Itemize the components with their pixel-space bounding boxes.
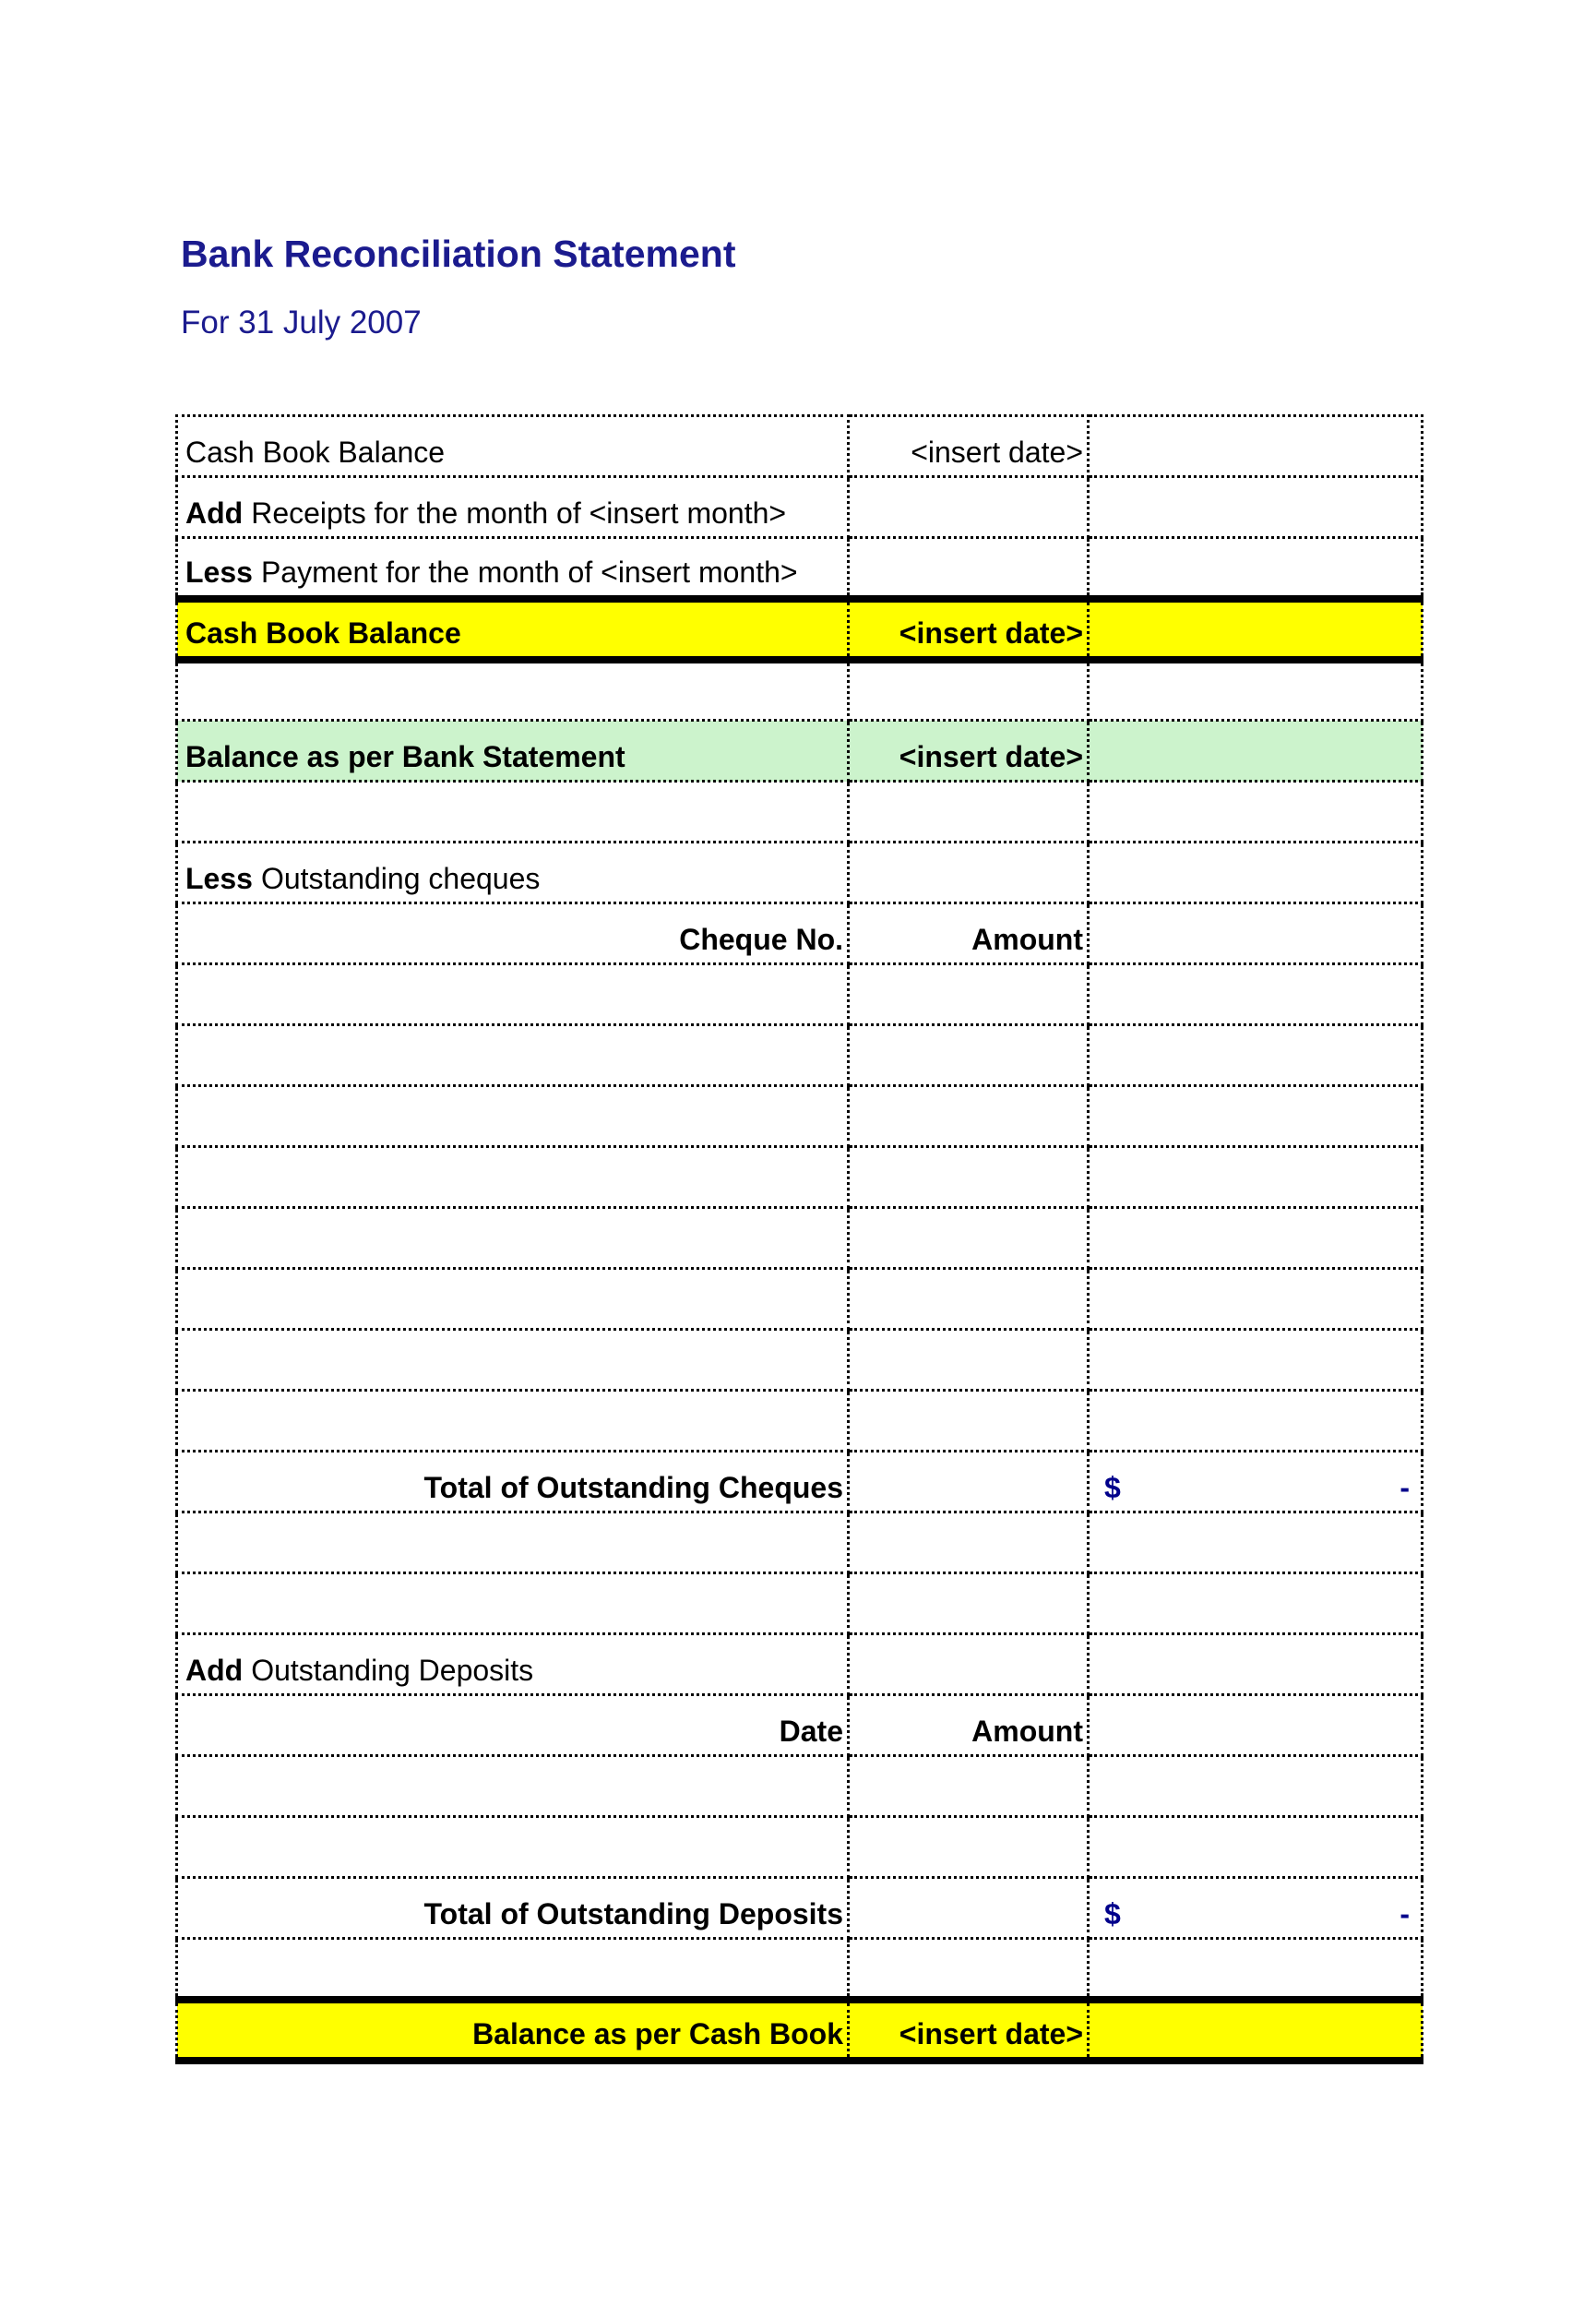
- bank-reconciliation-table: [175, 414, 1423, 2064]
- blank-cell[interactable]: [1089, 1025, 1423, 1086]
- blank-row: [177, 1512, 1423, 1573]
- deposit-entry-row: [177, 1756, 1423, 1817]
- blank-cell[interactable]: [1089, 1573, 1423, 1634]
- row-add-receipts: [177, 477, 1423, 538]
- blank-row: [177, 660, 1423, 721]
- statement-date-subtitle: For 31 July 2007: [181, 305, 422, 341]
- blank-cell[interactable]: [849, 660, 1089, 721]
- cheque-entry-row: [177, 964, 1423, 1025]
- cheque-entry-row: [177, 1269, 1423, 1330]
- page-title: Bank Reconciliation Statement: [181, 233, 736, 275]
- cheque-entry-row: [177, 1208, 1423, 1269]
- row-less-outstanding-cheques: [177, 843, 1423, 903]
- amount-cell[interactable]: [1089, 599, 1423, 660]
- add-receipts-label-cell[interactable]: [177, 477, 849, 538]
- insert-date-cell[interactable]: <insert date>: [849, 599, 1089, 660]
- cheque-entry-row: [177, 1330, 1423, 1391]
- total-outstanding-cheques-amount-cell[interactable]: [1089, 1452, 1423, 1512]
- blank-cell[interactable]: [849, 1573, 1089, 1634]
- deposit-date-cell[interactable]: [177, 1756, 849, 1817]
- insert-date-cell[interactable]: <insert date>: [849, 721, 1089, 782]
- cheque-amount-cell[interactable]: [849, 1025, 1089, 1086]
- row-balance-per-cash-book: [177, 2000, 1423, 2061]
- blank-cell[interactable]: [177, 782, 849, 843]
- blank-cell[interactable]: [1089, 1330, 1423, 1391]
- cheque-amount-cell[interactable]: [849, 1086, 1089, 1147]
- deposit-date-cell[interactable]: [177, 1817, 849, 1878]
- blank-cell[interactable]: [1089, 1817, 1423, 1878]
- blank-cell[interactable]: [1089, 1208, 1423, 1269]
- less-prefix: Less: [185, 862, 253, 896]
- blank-row: [177, 1939, 1423, 2000]
- cheque-amount-cell[interactable]: [849, 1330, 1089, 1391]
- blank-cell[interactable]: [177, 1573, 849, 1634]
- amount-cell[interactable]: [1089, 2000, 1423, 2061]
- cheque-no-cell[interactable]: [177, 1330, 849, 1391]
- cheque-amount-cell[interactable]: [849, 964, 1089, 1025]
- cheque-entry-row: [177, 1147, 1423, 1208]
- blank-cell[interactable]: [1089, 1695, 1423, 1756]
- add-prefix: Add: [185, 496, 244, 531]
- blank-cell[interactable]: [1089, 1634, 1423, 1695]
- balance-per-cash-book-label-cell[interactable]: Balance as per Cash Book: [177, 2000, 849, 2061]
- row-cash-book-balance-total: [177, 599, 1423, 660]
- blank-cell[interactable]: [849, 843, 1089, 903]
- row-add-outstanding-deposits: [177, 1634, 1423, 1695]
- cheque-entry-row: [177, 1086, 1423, 1147]
- blank-cell[interactable]: [849, 782, 1089, 843]
- blank-cell[interactable]: [849, 1939, 1089, 2000]
- blank-cell[interactable]: [177, 1939, 849, 2000]
- amount-cell[interactable]: [1089, 721, 1423, 782]
- row-balance-per-bank-statement: [177, 721, 1423, 782]
- deposit-amount-cell[interactable]: [849, 1817, 1089, 1878]
- row-total-outstanding-cheques: [177, 1452, 1423, 1512]
- cheque-no-cell[interactable]: [177, 964, 849, 1025]
- blank-cell[interactable]: [849, 538, 1089, 599]
- amount-header-cell[interactable]: Amount: [849, 903, 1089, 964]
- blank-cell[interactable]: [177, 660, 849, 721]
- cheque-entry-row: [177, 1025, 1423, 1086]
- add-receipts-label: Receipts for the month of <insert month>: [251, 496, 787, 531]
- cheque-no-header-cell[interactable]: Cheque No.: [177, 903, 849, 964]
- amount-header-cell[interactable]: Amount: [849, 1695, 1089, 1756]
- blank-cell[interactable]: [1089, 1512, 1423, 1573]
- zero-amount-dash: -: [1399, 1897, 1410, 1931]
- add-outstanding-deposits-label-cell[interactable]: [177, 1634, 849, 1695]
- cheque-no-cell[interactable]: [177, 1391, 849, 1452]
- cheque-amount-cell[interactable]: [849, 1269, 1089, 1330]
- cheque-amount-cell[interactable]: [849, 1208, 1089, 1269]
- row-cheques-header: [177, 903, 1423, 964]
- row-total-outstanding-deposits: [177, 1878, 1423, 1939]
- deposit-amount-cell[interactable]: [849, 1756, 1089, 1817]
- currency-symbol: $: [1104, 1897, 1121, 1931]
- less-prefix: Less: [185, 555, 253, 589]
- blank-cell[interactable]: [849, 1878, 1089, 1939]
- blank-cell[interactable]: [849, 1452, 1089, 1512]
- amount-cell[interactable]: [1089, 538, 1423, 599]
- cheque-no-cell[interactable]: [177, 1208, 849, 1269]
- blank-cell[interactable]: [1089, 903, 1423, 964]
- insert-date-cell[interactable]: <insert date>: [849, 2000, 1089, 2061]
- less-payments-label-cell[interactable]: [177, 538, 849, 599]
- less-payments-label: Payment for the month of <insert month>: [260, 555, 798, 589]
- blank-row: [177, 782, 1423, 843]
- blank-cell[interactable]: [1089, 660, 1423, 721]
- cheque-entry-row: [177, 1391, 1423, 1452]
- blank-cell[interactable]: [1089, 964, 1423, 1025]
- blank-cell[interactable]: [1089, 1939, 1423, 2000]
- blank-row: [177, 1573, 1423, 1634]
- row-cash-book-balance-opening: [177, 416, 1423, 477]
- insert-date-cell[interactable]: <insert date>: [849, 416, 1089, 477]
- zero-amount-dash: -: [1399, 1471, 1410, 1505]
- row-less-payments: [177, 538, 1423, 599]
- blank-cell[interactable]: [177, 1512, 849, 1573]
- cheque-amount-cell[interactable]: [849, 1147, 1089, 1208]
- blank-cell[interactable]: [1089, 1147, 1423, 1208]
- balance-per-bank-statement-label-cell[interactable]: Balance as per Bank Statement: [177, 721, 849, 782]
- total-outstanding-cheques-label-cell[interactable]: Total of Outstanding Cheques: [177, 1452, 849, 1512]
- total-outstanding-deposits-label-cell[interactable]: Total of Outstanding Deposits: [177, 1878, 849, 1939]
- add-prefix: Add: [185, 1654, 244, 1688]
- cheque-no-cell[interactable]: [177, 1269, 849, 1330]
- less-outstanding-cheques-label-cell[interactable]: [177, 843, 849, 903]
- row-deposits-header: [177, 1695, 1423, 1756]
- blank-cell[interactable]: [1089, 1756, 1423, 1817]
- cheque-no-cell[interactable]: [177, 1025, 849, 1086]
- currency-symbol: $: [1104, 1471, 1121, 1505]
- cheque-amount-cell[interactable]: [849, 1391, 1089, 1452]
- blank-cell[interactable]: [1089, 782, 1423, 843]
- less-outstanding-cheques-label: Outstanding cheques: [260, 862, 541, 896]
- total-outstanding-deposits-amount-cell[interactable]: [1089, 1878, 1423, 1939]
- blank-cell[interactable]: [849, 1512, 1089, 1573]
- add-outstanding-deposits-label: Outstanding Deposits: [251, 1654, 534, 1688]
- cash-book-balance-total-label-cell[interactable]: Cash Book Balance: [177, 599, 849, 660]
- amount-cell[interactable]: [1089, 416, 1423, 477]
- blank-cell[interactable]: [1089, 843, 1423, 903]
- blank-cell[interactable]: [849, 1634, 1089, 1695]
- amount-cell[interactable]: [1089, 477, 1423, 538]
- cheque-no-cell[interactable]: [177, 1147, 849, 1208]
- cheque-no-cell[interactable]: [177, 1086, 849, 1147]
- deposit-entry-row: [177, 1817, 1423, 1878]
- blank-cell[interactable]: [849, 477, 1089, 538]
- blank-cell[interactable]: [1089, 1269, 1423, 1330]
- date-header-cell[interactable]: Date: [177, 1695, 849, 1756]
- blank-cell[interactable]: [1089, 1391, 1423, 1452]
- cash-book-balance-label-cell[interactable]: Cash Book Balance: [177, 416, 849, 477]
- blank-cell[interactable]: [1089, 1086, 1423, 1147]
